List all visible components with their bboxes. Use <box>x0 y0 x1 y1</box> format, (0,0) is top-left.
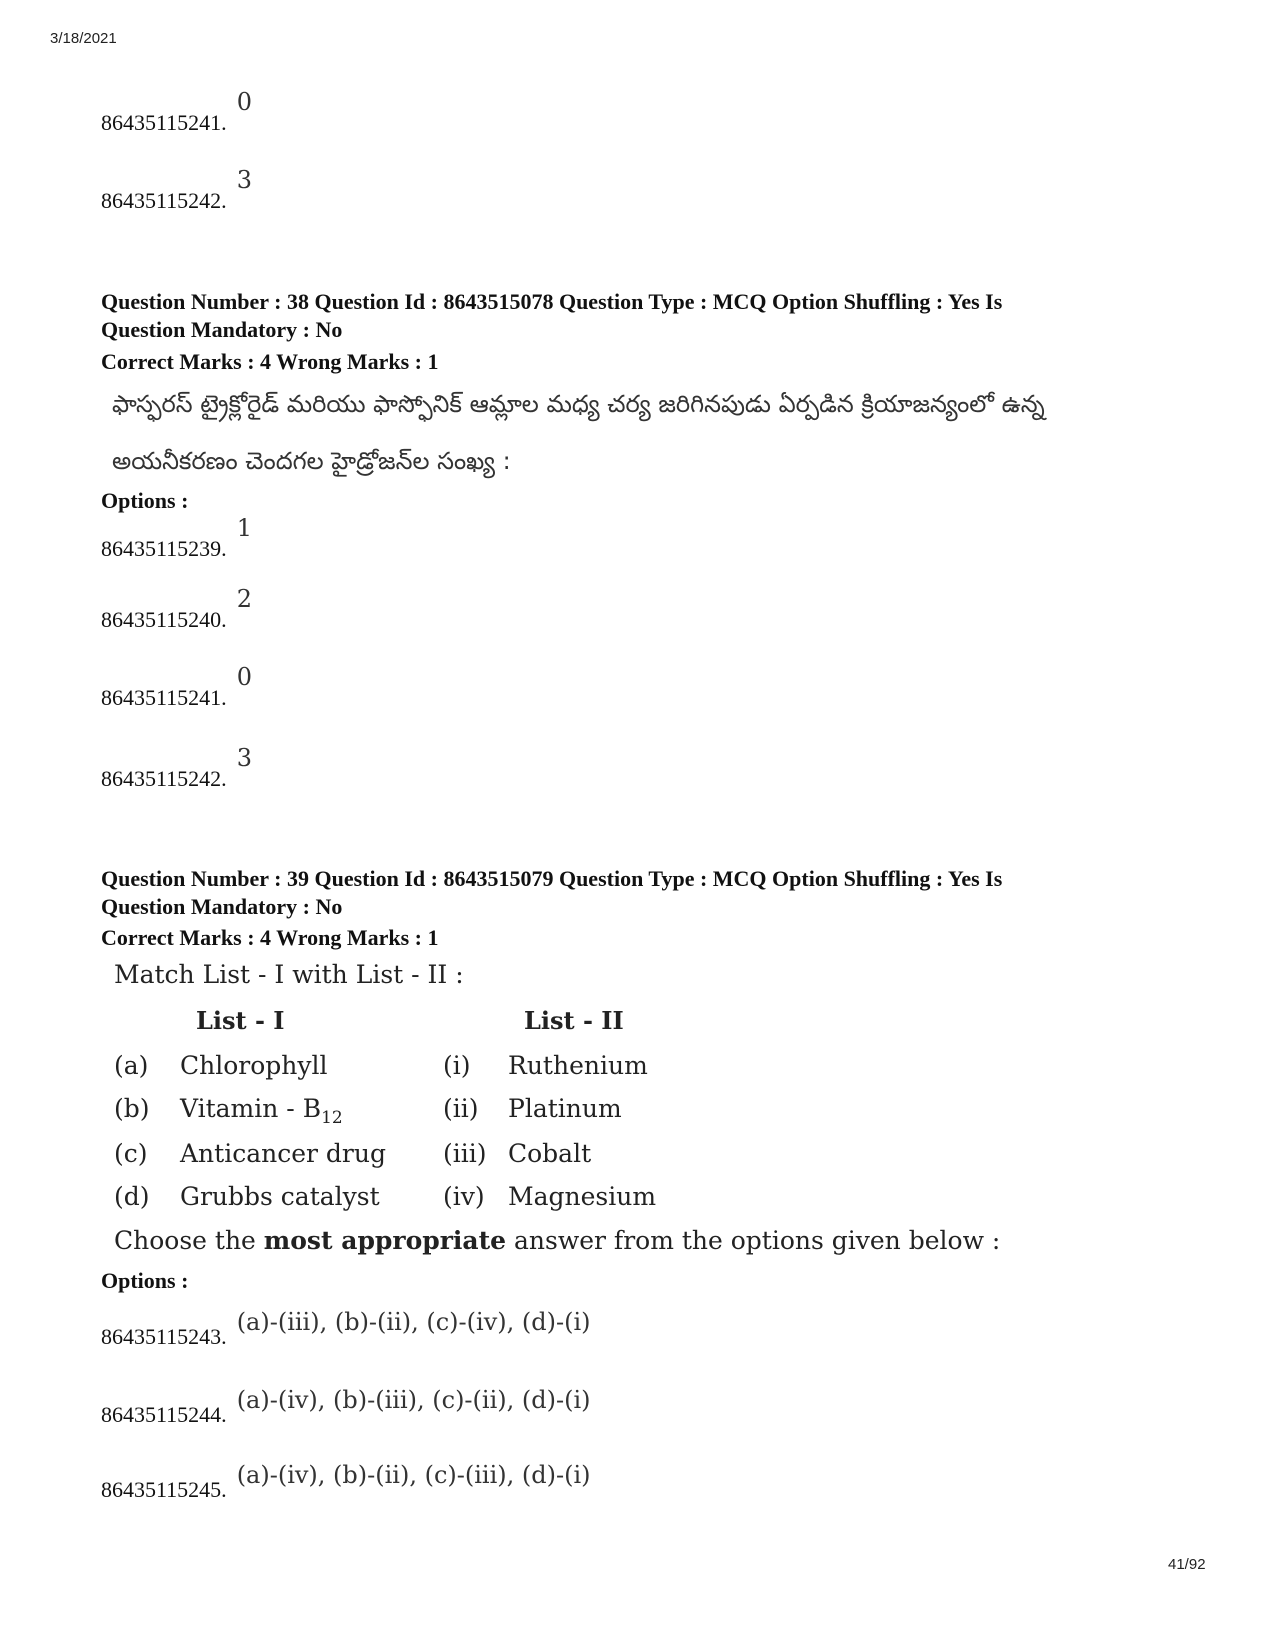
list-2-title: List - II <box>524 1006 624 1035</box>
option-row <box>101 663 252 711</box>
option-row <box>101 1461 591 1503</box>
question-39-header <box>101 865 1002 921</box>
option-value: 3 <box>236 744 252 772</box>
option-row <box>101 88 252 136</box>
list-2-key: (ii) <box>443 1094 479 1123</box>
question-39-intro: Match List - I with List - II : <box>114 960 464 989</box>
option-id: 86435115242. <box>101 188 227 213</box>
option-value: 0 <box>236 663 252 691</box>
option-row <box>101 1308 591 1350</box>
question-39-marks: Correct Marks : 4 Wrong Marks : 1 <box>101 925 439 950</box>
list-2-key: (iii) <box>443 1139 487 1168</box>
option-id: 86435115243. <box>101 1324 227 1349</box>
list-2-value: Platinum <box>508 1094 622 1123</box>
print-date: 3/18/2021 <box>50 30 117 47</box>
option-id: 86435115240. <box>101 607 227 632</box>
list-1-value: Anticancer drug <box>180 1139 386 1168</box>
list-2-value: Ruthenium <box>508 1051 648 1080</box>
list-1-key: (b) <box>114 1094 150 1123</box>
option-id: 86435115241. <box>101 685 227 710</box>
option-value: (a)-(iii), (b)-(ii), (c)-(iv), (d)-(i) <box>236 1308 591 1336</box>
question-38-text-line2: అయనీకరణం చెందగల హైడ్రోజన్‌ల సంఖ్య : <box>112 447 511 475</box>
list-1-key: (d) <box>114 1182 150 1211</box>
option-value: 3 <box>236 166 252 194</box>
list-1-value: Chlorophyll <box>180 1051 328 1080</box>
list-1-value-text: Vitamin - B <box>180 1094 322 1123</box>
option-value: (a)-(iv), (b)-(ii), (c)-(iii), (d)-(i) <box>236 1461 591 1489</box>
question-38-text-line1: ఫాస్ఫరస్ ట్రైక్లోరైడ్ మరియు ఫాస్ఫోనిక్ ఆమ్లాల మధ్య చర్య జరిగినపుడు ఏర్పడిన క్రియాజన్యంలో ఉన్న <box>112 390 1045 418</box>
option-id: 86435115242. <box>101 766 227 791</box>
option-id: 86435115241. <box>101 110 227 135</box>
list-1-key: (c) <box>114 1139 148 1168</box>
list-1-value <box>180 1094 343 1128</box>
option-row <box>101 585 252 633</box>
list-2-value: Cobalt <box>508 1139 592 1168</box>
question-38-header <box>101 288 1002 344</box>
question-meta-line: Question Mandatory : No <box>101 894 343 919</box>
option-value: 0 <box>236 88 252 116</box>
instruction-text: answer from the options given below : <box>506 1226 1001 1255</box>
option-id: 86435115239. <box>101 536 227 561</box>
option-row <box>101 1386 591 1428</box>
question-meta-line: Question Number : 38 Question Id : 8643515078 Question Type : MCQ Option Shuffling : Yes Is <box>101 289 1003 314</box>
list-1-title: List - I <box>196 1006 285 1035</box>
question-38-options-label: Options : <box>101 488 189 513</box>
list-2-key: (iv) <box>443 1182 485 1211</box>
list-2-key: (i) <box>443 1051 471 1080</box>
option-row <box>101 166 252 214</box>
list-2-value: Magnesium <box>508 1182 657 1211</box>
question-38-marks: Correct Marks : 4 Wrong Marks : 1 <box>101 349 439 374</box>
question-39-instruction <box>114 1226 1000 1255</box>
page-number: 41/92 <box>1168 1556 1206 1573</box>
list-1-value: Grubbs catalyst <box>180 1182 380 1211</box>
option-id: 86435115244. <box>101 1402 227 1427</box>
option-row <box>101 744 252 792</box>
instruction-emphasis: most appropriate <box>263 1226 507 1255</box>
question-meta-line: Question Number : 39 Question Id : 8643515079 Question Type : MCQ Option Shuffling : Yes Is <box>101 866 1003 891</box>
option-value: (a)-(iv), (b)-(iii), (c)-(ii), (d)-(i) <box>236 1386 591 1414</box>
option-value: 1 <box>236 514 252 542</box>
instruction-text: Choose the <box>114 1226 264 1255</box>
list-1-value-subscript: 12 <box>321 1108 343 1128</box>
list-1-key: (a) <box>114 1051 149 1080</box>
option-id: 86435115245. <box>101 1477 227 1502</box>
option-value: 2 <box>236 585 252 613</box>
question-39-options-label: Options : <box>101 1268 189 1293</box>
question-meta-line: Question Mandatory : No <box>101 317 343 342</box>
option-row <box>101 514 252 562</box>
